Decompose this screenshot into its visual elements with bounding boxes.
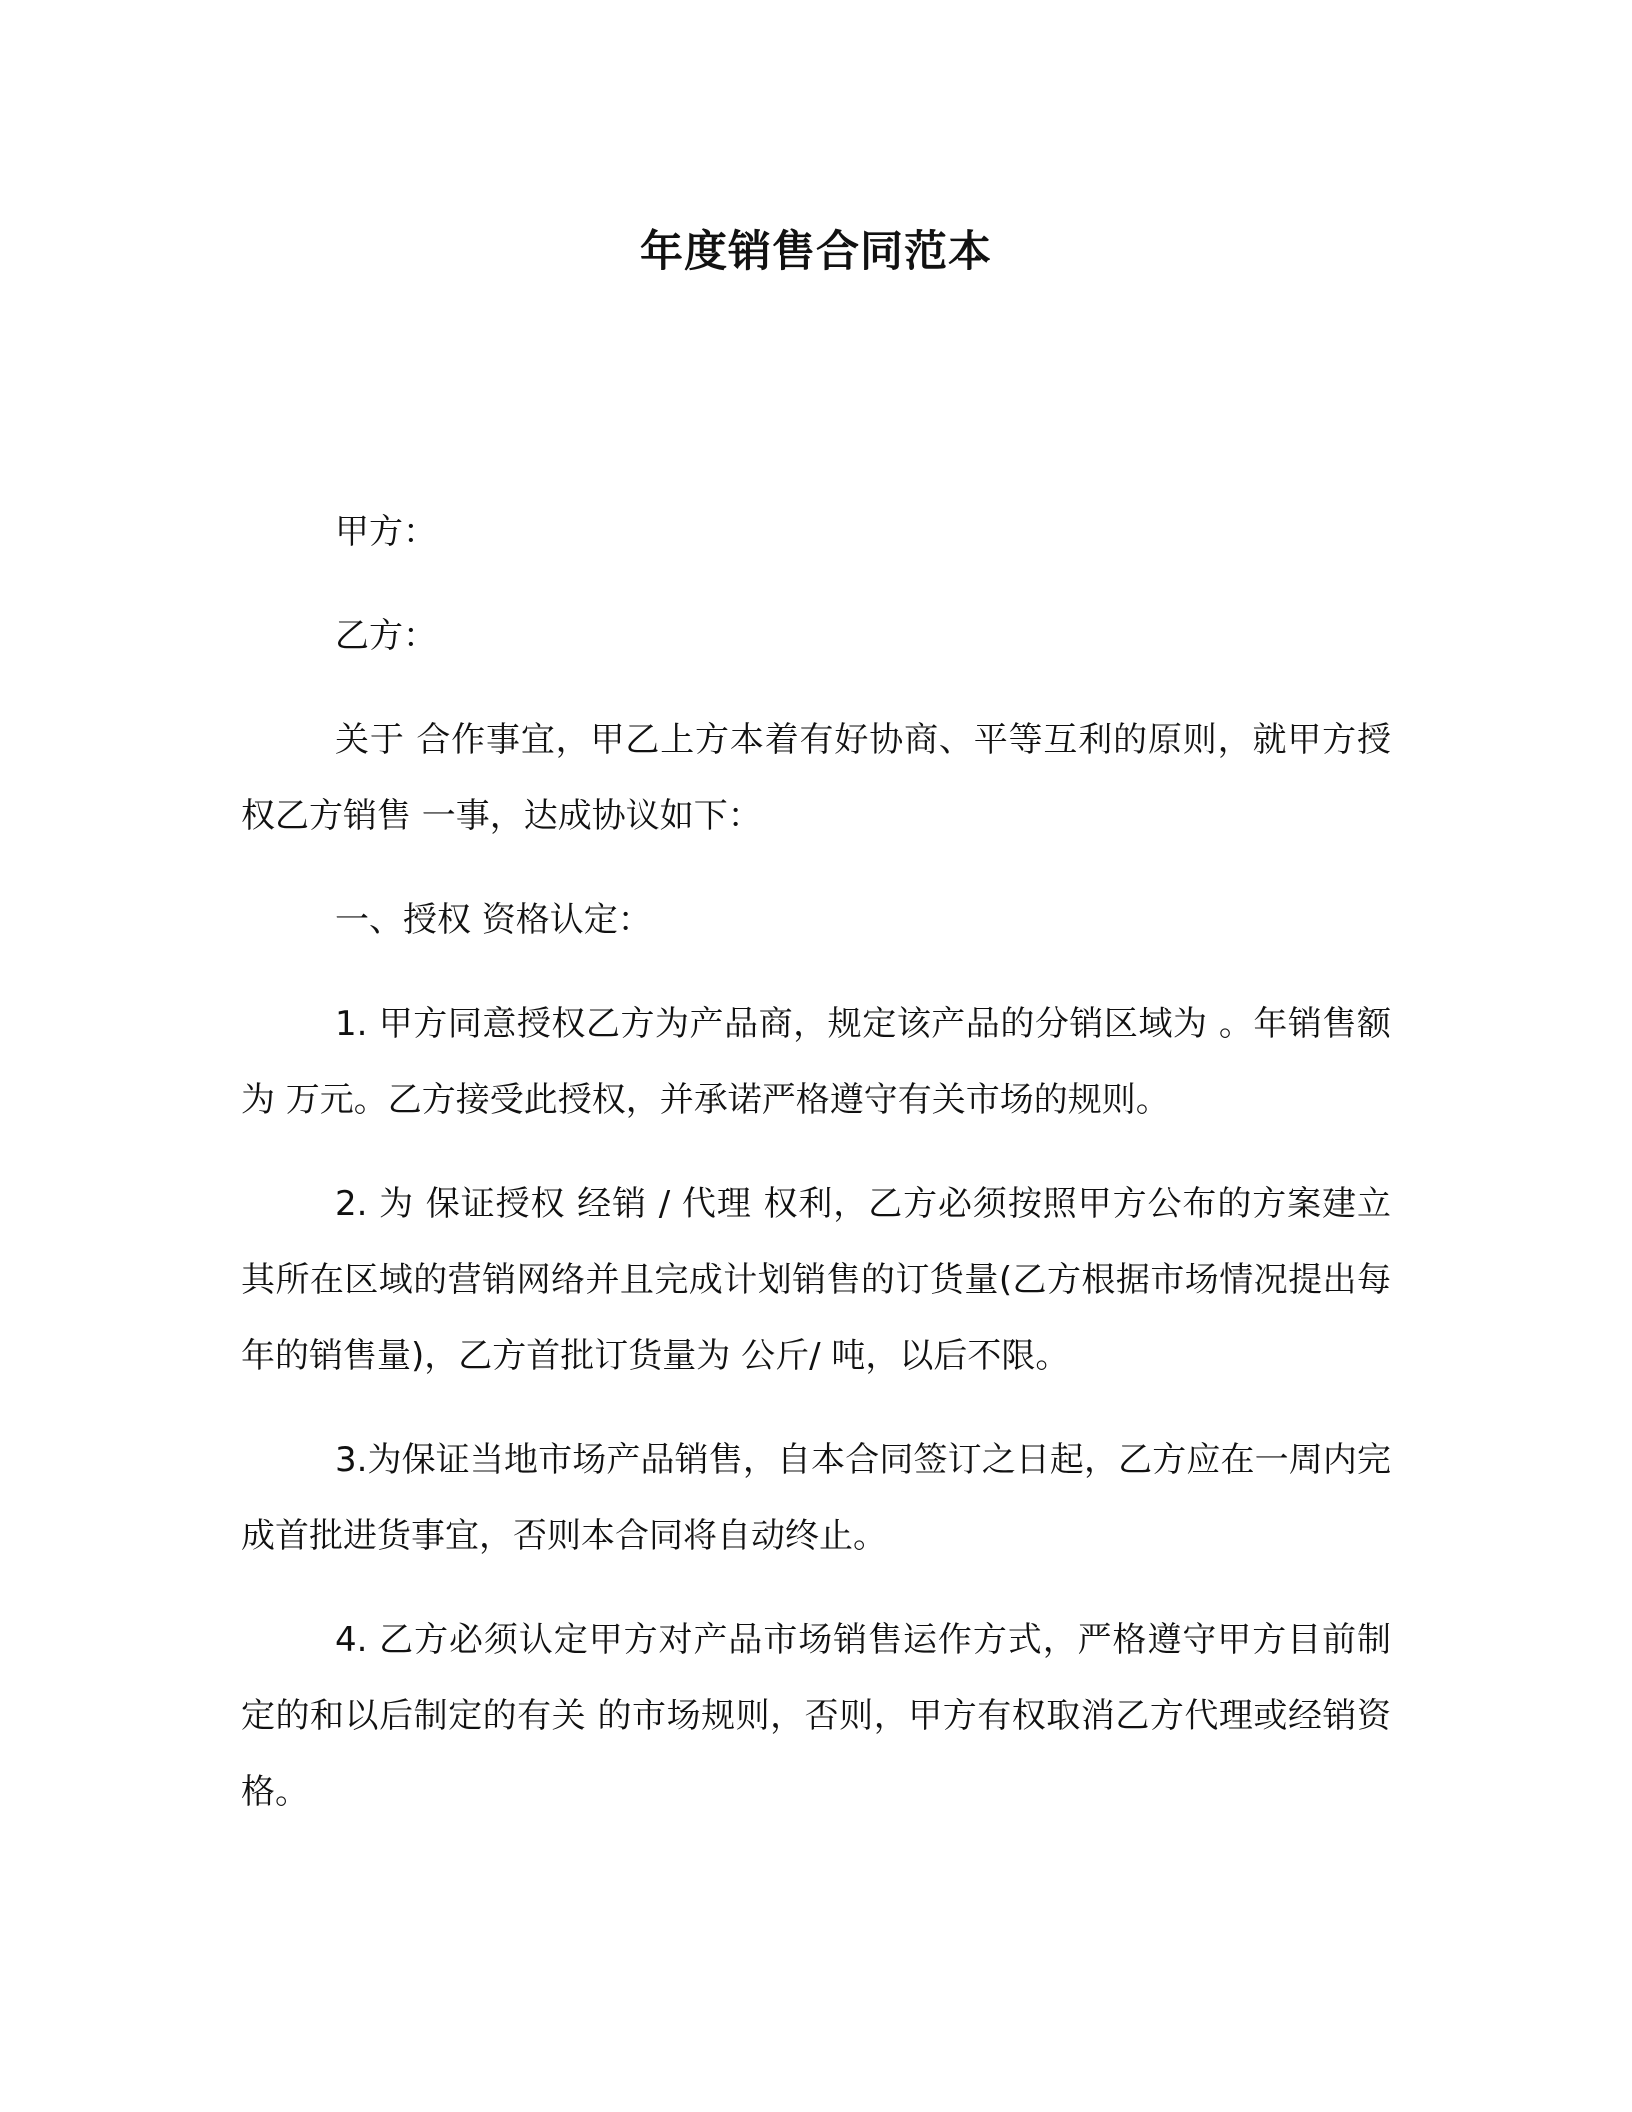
document-body xyxy=(241,494,1391,1858)
clause-1: 1. 甲方同意授权乙方为产品商，规定该产品的分销区域为 。年销售额为 万元。乙方接受此授权，并承诺严格遵守有关市场的规则。 xyxy=(241,1004,1391,1120)
party-a-line: 甲方： xyxy=(335,512,437,552)
clause-4: 4. 乙方必须认定甲方对产品市场销售运作方式，严格遵守甲方目前制 定的和以后制定的有关 的市场规则，否则，甲方有权取消乙方代理或经销资格。 xyxy=(241,1620,1391,1812)
section-heading: 一、授权 资格认定： xyxy=(335,900,652,940)
intro-paragraph: 关于 合作事宜，甲乙上方本着有好协商、平等互利的原则，就甲方授权乙方销售 一事，达成协议如下： xyxy=(241,720,1391,836)
clause-2: 2. 为 保证授权 经销 / 代理 权利，乙方必须按照甲方公布的方案建立其所在区域的营销网络并且完成计划销售的订货量(乙方根据市场情况提出每年的销售量)，乙方首批订货量为 公斤/ 吨，以后不限。 xyxy=(241,1184,1391,1376)
document-title: 年度销售合同范本 xyxy=(640,227,992,277)
party-b-line: 乙方： xyxy=(335,616,437,656)
clause-3: 3.为保证当地市场产品销售，自本合同签订之日起，乙方应在一周内完成首批进货事宜，否则本合同将自动终止。 xyxy=(241,1440,1391,1556)
